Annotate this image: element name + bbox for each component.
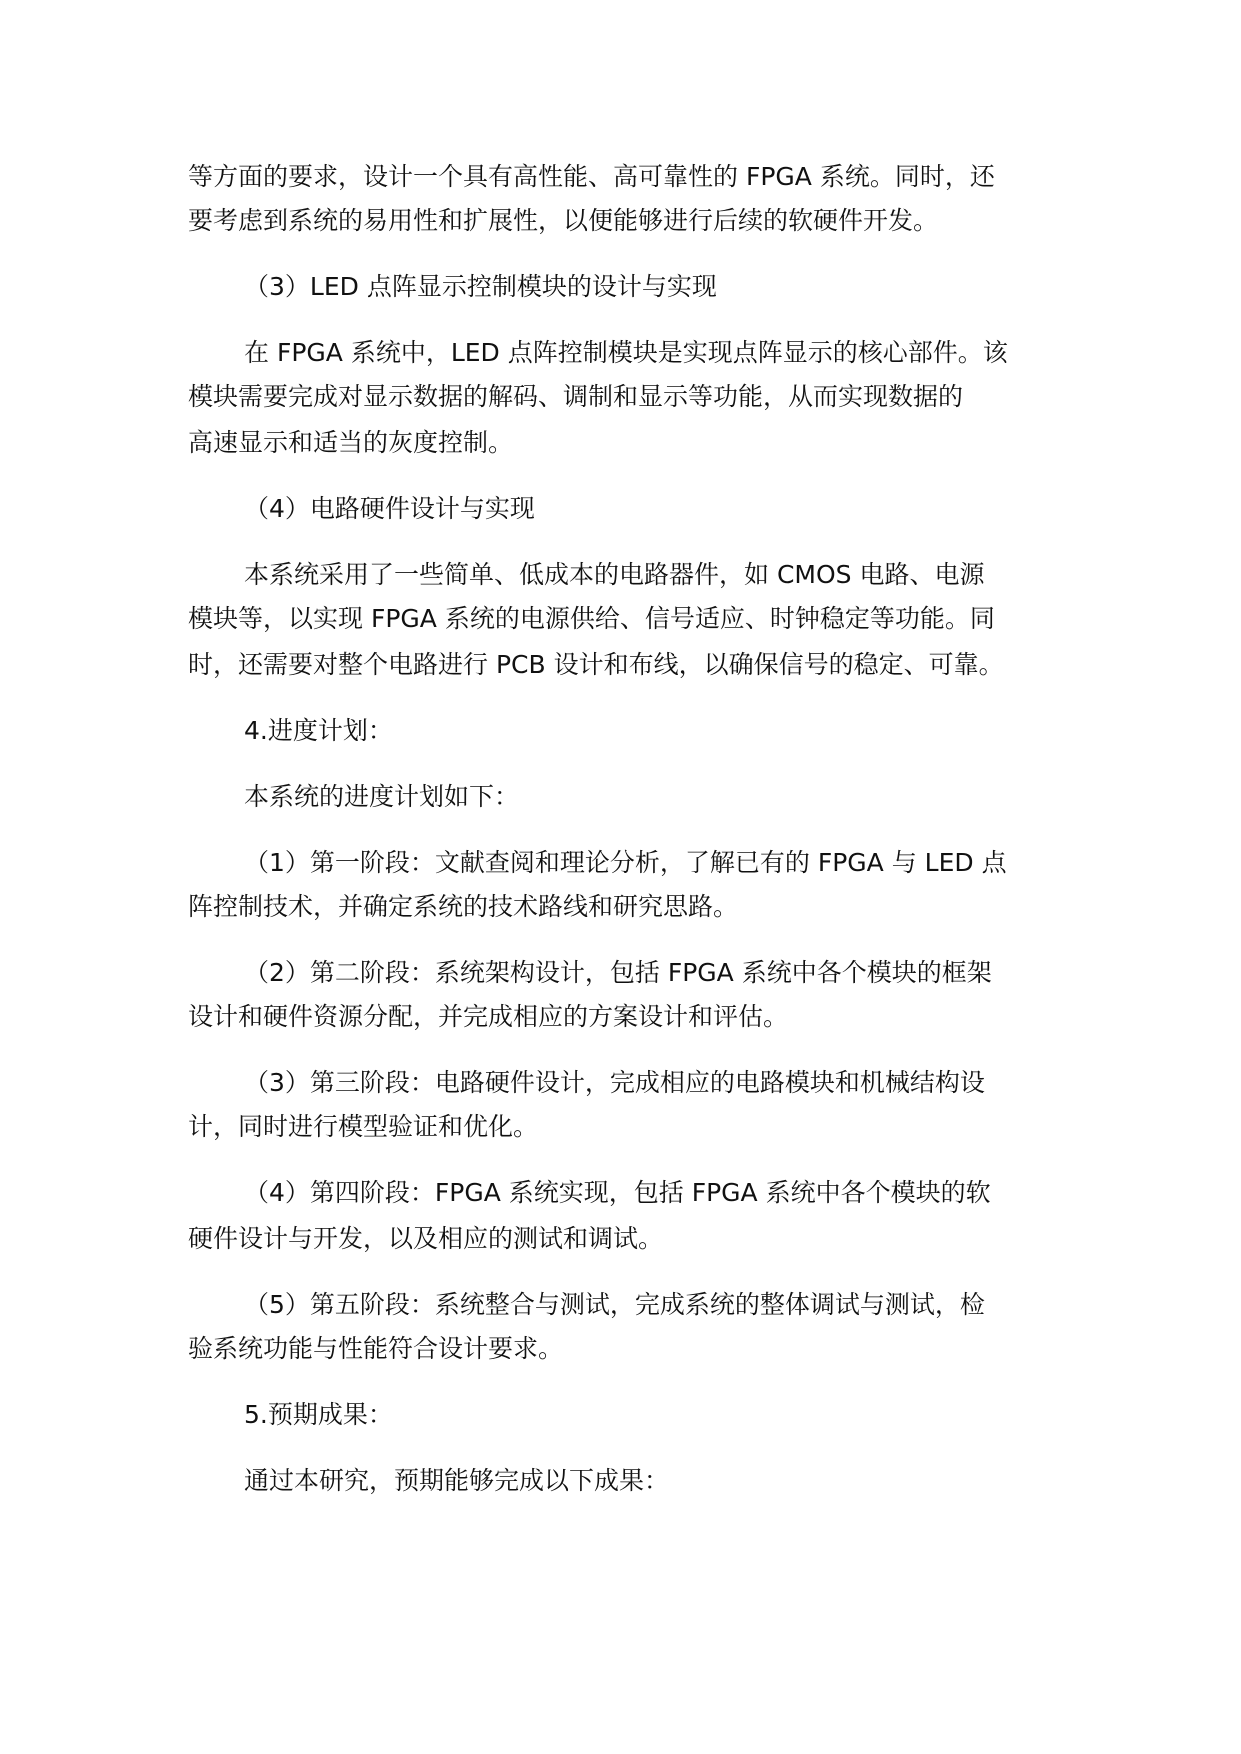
- paragraph-line: 时，还需要对整个电路进行 PCB 设计和布线，以确保信号的稳定、可靠。: [188, 650, 1004, 679]
- list-item-continuation: 计，同时进行模型验证和优化。: [188, 1112, 539, 1141]
- paragraph-line: 本系统的进度计划如下：: [244, 782, 520, 811]
- paragraph-line: 模块需要完成对显示数据的解码、调制和显示等功能，从而实现数据的: [188, 382, 964, 411]
- paragraph-line: 等方面的要求，设计一个具有高性能、高可靠性的 FPGA 系统。同时，还: [188, 162, 995, 191]
- list-item: （4）第四阶段：FPGA 系统实现，包括 FPGA 系统中各个模块的软: [244, 1178, 991, 1207]
- paragraph-line: 高速显示和适当的灰度控制。: [188, 428, 514, 457]
- section-heading: 4.进度计划：: [244, 716, 393, 745]
- list-item-continuation: 设计和硬件资源分配，并完成相应的方案设计和评估。: [188, 1002, 789, 1031]
- paragraph-line: 在 FPGA 系统中，LED 点阵控制模块是实现点阵显示的核心部件。该: [244, 338, 1008, 367]
- section-heading: （4）电路硬件设计与实现: [244, 494, 535, 523]
- list-item: （3）第三阶段：电路硬件设计，完成相应的电路模块和机械结构设: [244, 1068, 985, 1097]
- list-item-continuation: 硬件设计与开发，以及相应的测试和调试。: [188, 1224, 664, 1253]
- list-item: （1）第一阶段：文献查阅和理论分析，了解已有的 FPGA 与 LED 点: [244, 848, 1007, 877]
- paragraph-line: 本系统采用了一些简单、低成本的电路器件，如 CMOS 电路、电源: [244, 560, 985, 589]
- paragraph-line: 要考虑到系统的易用性和扩展性，以便能够进行后续的软硬件开发。: [188, 206, 939, 235]
- section-heading: 5.预期成果：: [244, 1400, 393, 1429]
- paragraph-line: 通过本研究，预期能够完成以下成果：: [244, 1466, 670, 1495]
- list-item-continuation: 阵控制技术，并确定系统的技术路线和研究思路。: [188, 892, 739, 921]
- list-item: （5）第五阶段：系统整合与测试，完成系统的整体调试与测试，检: [244, 1290, 985, 1319]
- list-item-continuation: 验系统功能与性能符合设计要求。: [188, 1334, 564, 1363]
- paragraph-line: 模块等，以实现 FPGA 系统的电源供给、信号适应、时钟稳定等功能。同: [188, 604, 995, 633]
- list-item: （2）第二阶段：系统架构设计，包括 FPGA 系统中各个模块的框架: [244, 958, 992, 987]
- section-heading: （3）LED 点阵显示控制模块的设计与实现: [244, 272, 717, 301]
